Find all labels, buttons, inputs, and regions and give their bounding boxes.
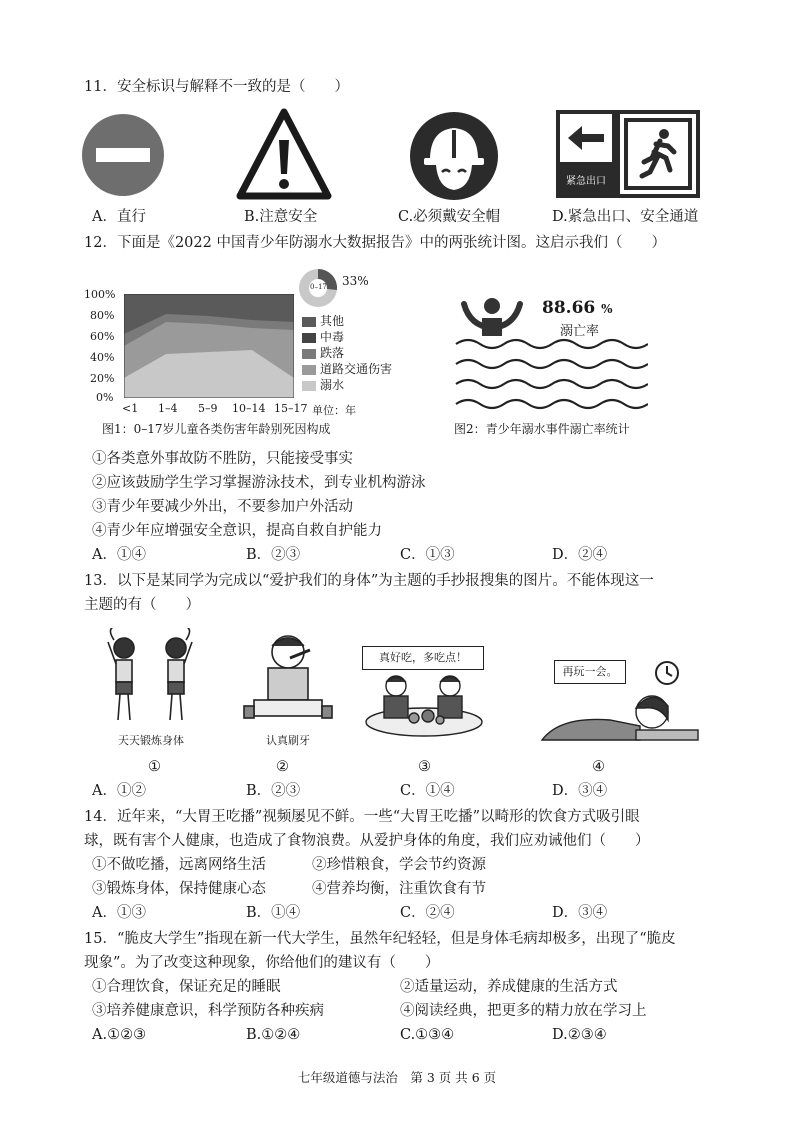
x-tick-5: 15–17 xyxy=(274,402,308,415)
helmet-sign-icon xyxy=(408,110,500,202)
q13-stem-line1: 13．以下是某同学为完成以“爱护我们的身体”为主题的手抄报搜集的图片。不能体现这一 xyxy=(84,573,654,589)
x-tick-2: 1–4 xyxy=(158,402,178,415)
q11-stem: 11．安全标识与解释不一致的是（ ） xyxy=(84,79,349,95)
pic-1-number: ① xyxy=(148,759,161,775)
page-footer: 七年级道德与法治 第 3 页 共 6 页 xyxy=(297,1070,497,1085)
q15-option-c[interactable]: C.①③④ xyxy=(400,1027,455,1043)
q12-option-d[interactable]: D．②④ xyxy=(552,547,608,563)
pie-percent-label: 33% xyxy=(342,274,369,288)
q14-statement-2: ②珍惜粮食，学会节约资源 xyxy=(312,857,486,873)
q12-figure-1 xyxy=(84,266,414,436)
q15-option-d[interactable]: D.②③④ xyxy=(552,1027,607,1043)
sleeping-child-picture xyxy=(540,686,700,742)
q15-option-b[interactable]: B.①②④ xyxy=(246,1027,301,1043)
y-tick-60: 60% xyxy=(90,330,115,343)
q12-statement-3: ③青少年要减少外出，不要参加户外活动 xyxy=(92,499,353,515)
pic-2-caption: 认真刷牙 xyxy=(266,734,310,747)
figure-2-caption: 图2：青少年溺水事件溺亡率统计 xyxy=(454,422,630,436)
q14-option-d[interactable]: D．③④ xyxy=(552,905,608,921)
q13-option-d[interactable]: D．③④ xyxy=(552,783,608,799)
exit-sign-text: 紧急出口 xyxy=(566,176,606,187)
y-tick-40: 40% xyxy=(90,351,115,364)
q12-stem: 12．下面是《2022 中国青少年防溺水大数据报告》中的两张统计图。这启示我们（ ） xyxy=(84,235,666,251)
legend-label-poison: 中毒 xyxy=(320,330,345,344)
clock-icon xyxy=(654,660,680,686)
q11-option-b[interactable]: B.注意安全 xyxy=(244,209,318,225)
y-tick-20: 20% xyxy=(90,372,115,385)
pic-2-number: ② xyxy=(276,759,289,775)
q14-option-a[interactable]: A．①③ xyxy=(92,905,146,921)
x-tick-4: 10–14 xyxy=(232,402,266,415)
x-tick-1: <1 xyxy=(122,402,139,415)
q14-statement-3: ③锻炼身体，保持健康心态 xyxy=(92,881,266,897)
pic-4-bubble-text: 再玩一会。 xyxy=(562,665,618,678)
q15-statement-3: ③培养健康意识，科学预防各种疾病 xyxy=(92,1003,324,1019)
q13-stem-line2: 主题的有（ ） xyxy=(84,597,200,613)
q12-figure-2 xyxy=(454,294,654,436)
legend-swatch xyxy=(302,365,316,375)
q12-statement-4: ④青少年应增强安全意识，提高自救自护能力 xyxy=(92,523,382,539)
q15-stem-line2: 现象”。为了改变这种现象，你给他们的建议有（ ） xyxy=(84,955,440,971)
q14-stem-line2: 球，既有害个人健康，也造成了食物浪费。从爱护身体的角度，我们应劝诫他们（ ） xyxy=(84,833,650,849)
stacked-area-plot xyxy=(124,294,294,398)
y-tick-100: 100% xyxy=(84,288,116,301)
q14-statement-1: ①不做吃播，远离网络生活 xyxy=(92,857,266,873)
y-tick-0: 0% xyxy=(96,391,114,404)
y-tick-80: 80% xyxy=(90,309,115,322)
q15-statement-1: ①合理饮食，保证充足的睡眠 xyxy=(92,979,281,995)
pic-3-number: ③ xyxy=(418,759,431,775)
q11-option-c[interactable]: C.必须戴安全帽 xyxy=(398,209,501,225)
q13-option-b[interactable]: B．②③ xyxy=(246,783,301,799)
legend-label-traffic: 道路交通伤害 xyxy=(320,362,393,376)
arrow-left-icon xyxy=(560,114,612,162)
legend-swatch xyxy=(302,317,316,327)
legend-swatch xyxy=(302,333,316,343)
q14-option-c[interactable]: C．②④ xyxy=(400,905,455,921)
q11-option-a[interactable]: A．直行 xyxy=(92,209,146,225)
q13-option-c[interactable]: C．①④ xyxy=(400,783,455,799)
q11-option-d[interactable]: D.紧急出口、安全通道 xyxy=(552,209,699,225)
eating-people-picture xyxy=(362,670,486,738)
legend-label-drowning: 溺水 xyxy=(320,378,345,392)
pic-3-bubble-text: 真好吃，多吃点！ xyxy=(379,651,467,664)
q12-option-a[interactable]: A．①④ xyxy=(92,547,146,563)
legend-swatch xyxy=(302,381,316,391)
q15-statement-2: ②适量运动，养成健康的生活方式 xyxy=(400,979,618,995)
q15-stem-line1: 15．“脆皮大学生”指现在新一代大学生，虽然年纪轻轻，但是身体毛病却极多，出现了“脆皮 xyxy=(84,931,676,947)
q14-option-b[interactable]: B．①④ xyxy=(246,905,301,921)
drowning-rate-value: 88.66 % xyxy=(542,298,613,318)
q12-option-c[interactable]: C．①③ xyxy=(400,547,455,563)
running-man-door-icon xyxy=(620,114,696,194)
legend-label-other: 其他 xyxy=(320,314,345,328)
drowning-rate-label: 溺亡率 xyxy=(560,324,600,339)
warning-sign-icon xyxy=(236,108,332,200)
q12-option-b[interactable]: B．②③ xyxy=(246,547,301,563)
pie-center-label: 0–17 xyxy=(310,283,327,291)
legend-label-fall: 跌落 xyxy=(320,346,345,360)
q12-statement-2: ②应该鼓励学生学习掌握游泳技术，到专业机构游泳 xyxy=(92,475,426,491)
emergency-exit-sign xyxy=(556,110,700,198)
q15-option-a[interactable]: A.①②③ xyxy=(92,1027,147,1043)
exercising-kids-picture xyxy=(96,628,206,728)
figure-1-caption: 图1：0–17岁儿童各类伤害年龄别死因构成 xyxy=(102,422,331,436)
waves-icon xyxy=(454,336,648,416)
q15-statement-4: ④阅读经典，把更多的精力放在学习上 xyxy=(400,1003,647,1019)
legend xyxy=(302,312,392,392)
no-entry-sign-icon xyxy=(80,112,166,198)
pic-1-caption: 天天锻炼身体 xyxy=(118,734,184,747)
brushing-teeth-picture xyxy=(240,628,336,724)
x-tick-3: 5–9 xyxy=(198,402,218,415)
q14-statement-4: ④营养均衡，注重饮食有节 xyxy=(312,881,486,897)
pic-4-speech-bubble xyxy=(554,660,626,684)
pic-4-number: ④ xyxy=(592,759,605,775)
q13-option-a[interactable]: A．①② xyxy=(92,783,146,799)
legend-swatch xyxy=(302,349,316,359)
q14-stem-line1: 14．近年来，“大胃王吃播”视频屡见不鲜。一些“大胃王吃播”以畸形的饮食方式吸引眼 xyxy=(84,809,640,825)
pic-3-speech-bubble xyxy=(362,646,484,670)
q12-statement-1: ①各类意外事故防不胜防，只能接受事实 xyxy=(92,451,353,467)
x-unit-label: 单位：年 xyxy=(312,404,356,417)
